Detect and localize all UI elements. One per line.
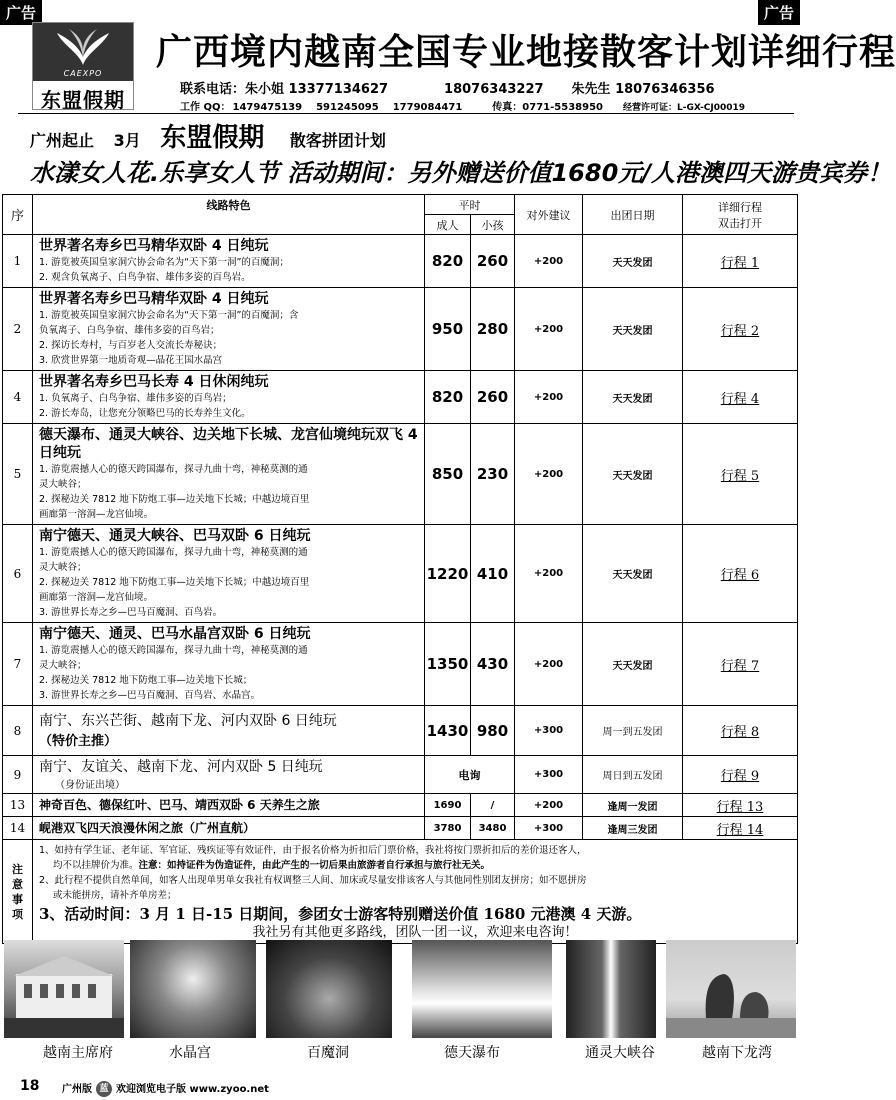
row-detail-link[interactable]: 行程 1 (683, 235, 798, 288)
row-date: 天天发团 (583, 235, 683, 288)
row-child-price: 410 (471, 525, 515, 623)
row-title: 南宁德天、通灵、巴马水晶宫双卧 6 日纯玩 (39, 626, 311, 642)
license: 经营许可证：L-GX-CJ00019 (623, 103, 746, 113)
row-route (33, 706, 425, 756)
row-title: 世界著名寿乡巴马长寿 4 日休闲纯玩 (39, 374, 269, 390)
row-adult-price: 1350 (425, 623, 471, 706)
row-desc-line: 负氧离子、白鸟争宿、雄伟多姿的百鸟岩； (39, 325, 220, 336)
photo-crystal-palace (130, 940, 256, 1038)
row-extra: +200 (515, 794, 583, 817)
karst-island-icon (666, 940, 796, 1038)
row-child-price: 260 (471, 371, 515, 424)
photo-tongling-canyon (566, 940, 656, 1038)
notes-label-3: 事 (12, 892, 23, 906)
subtitle-plan: 散客拼团计划 (289, 131, 386, 150)
row-extra: +200 (515, 235, 583, 288)
footer-badge: 蓝 (96, 1081, 112, 1097)
row-route (33, 371, 425, 424)
caption-1: 越南主席府 (43, 1045, 113, 1061)
row-child-price: 3480 (471, 817, 515, 840)
row-extra: +200 (515, 623, 583, 706)
header-price: 平时 (425, 195, 515, 215)
row-date: 周日到五发团 (583, 756, 683, 794)
row-desc-line: 2. 游长寿岛，让您充分领略巴马的长寿养生文化。 (39, 408, 251, 419)
row-date: 逢周一发团 (583, 794, 683, 817)
logo-emblem (33, 23, 133, 81)
row-desc-line: 画廊第一溶洞—龙宫仙境。 (39, 509, 154, 520)
row-child-price: 980 (471, 706, 515, 756)
footer-edition: 广州版 (62, 1084, 92, 1095)
row-desc-line: 3. 欣赏世界第一地质奇观—晶花王国水晶宫 (39, 355, 223, 366)
row-extra: +200 (515, 288, 583, 371)
header-no: 序 (3, 195, 33, 235)
row-extra: +200 (515, 371, 583, 424)
row-no: 2 (3, 288, 33, 371)
promo-banner: 水漾女人花.乐享女人节 活动期间：另外赠送价值1680元/人港澳四天游贵宾券！ (30, 159, 892, 187)
row-adult-price: 820 (425, 371, 471, 424)
table-row (3, 623, 798, 706)
row-extra: +300 (515, 817, 583, 840)
caption-3: 百魔洞 (307, 1045, 349, 1061)
row-detail-link[interactable]: 行程 13 (683, 794, 798, 817)
table-row (3, 794, 798, 817)
table-row (3, 525, 798, 623)
qq-1: 1479475139 (232, 102, 303, 113)
subtitle (30, 117, 386, 154)
row-desc-line: 2. 探秘边关 7812 地下防炮工事—边关地下长城；中越边境百里 (39, 577, 310, 588)
row-route (33, 623, 425, 706)
contact-1: 朱小姐 13377134627 (245, 82, 389, 97)
header-detail-1: 详细行程 (718, 200, 762, 214)
row-no: 5 (3, 424, 33, 525)
row-desc-line: 1. 游览震撼人心的德天跨国瀑布，探寻九曲十弯，神秘莫测的通 (39, 464, 308, 475)
row-adult-price: 1430 (425, 706, 471, 756)
photo-halong-bay (666, 940, 796, 1038)
row-date: 天天发团 (583, 623, 683, 706)
notes-label-1: 注 (12, 862, 23, 876)
caption-6: 越南下龙湾 (702, 1045, 772, 1061)
row-extra: +300 (515, 706, 583, 756)
row-title: 德天瀑布、通灵大峡谷、边关地下长城、龙宫仙境纯玩双飞 4 日纯玩 (39, 427, 418, 461)
contact-phones (180, 78, 743, 97)
subtitle-month: 3月 (113, 131, 141, 150)
row-desc-line: 灵大峡谷； (39, 660, 87, 671)
row-route (33, 756, 425, 794)
row-date: 天天发团 (583, 371, 683, 424)
row-route (33, 288, 425, 371)
row-desc-line: 1. 游览被英国皇家洞穴协会命名为“天下第一洞”的百魔洞；含 (39, 310, 299, 321)
table-row (3, 371, 798, 424)
row-date: 逢周三发团 (583, 817, 683, 840)
row-title: 南宁、友谊关、越南下龙、河内双卧 5 日纯玩 (39, 759, 323, 775)
page-footer (0, 1074, 800, 1100)
row-detail-link[interactable]: 行程 6 (683, 525, 798, 623)
row-desc-line: 灵大峡谷； (39, 479, 87, 490)
photo-presidential-palace (4, 940, 124, 1038)
photo-detian-falls (412, 940, 552, 1038)
subtitle-brand: 东盟假期 (160, 123, 265, 153)
contact-prefix: 联系电话： (180, 82, 246, 97)
row-detail-link[interactable]: 行程 5 (683, 424, 798, 525)
row-desc-line: 2. 探秘边关 7812 地下防炮工事—边关地下长城；中越边境百里 (39, 494, 310, 505)
row-route (33, 235, 425, 288)
note-1-cont (39, 858, 791, 873)
note-2a: 2、此行程不提供自然单间，如客人出现单男单女我社有权调整三人间、加床或尽量安排该客人与其他同性别团友拼房；如不愿拼房 (39, 875, 587, 886)
row-adult-price: 1690 (425, 794, 471, 817)
subtitle-origin: 广州起止 (30, 131, 95, 150)
row-date: 周一到五发团 (583, 706, 683, 756)
header-date: 出团日期 (583, 195, 683, 235)
table-row (3, 235, 798, 288)
row-adult-price: 850 (425, 424, 471, 525)
header-route: 线路特色 (33, 195, 425, 235)
table-row (3, 424, 798, 525)
notes-label (3, 840, 33, 944)
fax: 传真：0771-5538950 (492, 102, 603, 113)
row-no: 8 (3, 706, 33, 756)
row-route (33, 424, 425, 525)
row-title: 南宁德天、通灵大峡谷、巴马双卧 6 日纯玩 (39, 528, 311, 544)
row-desc-line: 画廊第一溶洞—龙宫仙境。 (39, 592, 154, 603)
row-no: 4 (3, 371, 33, 424)
qq-prefix: 工作 QQ： (180, 102, 231, 113)
table-row (3, 756, 798, 794)
qq-3: 1779084471 (392, 102, 463, 113)
row-detail-link[interactable]: 行程 2 (683, 288, 798, 371)
contact-3: 朱先生 18076346356 (571, 82, 715, 97)
table-row (3, 706, 798, 756)
row-price-merged: 电询 (425, 756, 515, 794)
row-title: 神奇百色、德保红叶、巴马、靖西双卧 6 天养生之旅 (39, 798, 320, 812)
note-2b: 或未能拼房，请补齐单房差； (53, 890, 177, 901)
page-number: 18 (20, 1078, 40, 1094)
notes-label-4: 项 (12, 907, 23, 921)
caption-5: 通灵大峡谷 (585, 1045, 655, 1061)
note-4: 我社另有其他更多路线，团队一团一议，欢迎来电咨询！ (252, 925, 578, 940)
note-1a: 1、如持有学生证、老年证、军官证、残疾证等有效证件，由于报名价格为折扣后门票价格，我社将按门票折扣后的差价退还客人， (39, 845, 587, 856)
row-extra: +300 (515, 756, 583, 794)
qq-fax-line (180, 98, 759, 113)
header-divider (18, 113, 794, 114)
row-no: 9 (3, 756, 33, 794)
row-child-price: / (471, 794, 515, 817)
row-desc-line: 灵大峡谷； (39, 562, 87, 573)
row-detail-link[interactable]: 行程 4 (683, 371, 798, 424)
row-detail-link[interactable]: 行程 8 (683, 706, 798, 756)
qq-2: 591245095 (316, 102, 379, 113)
note-1c: 注意：如持证件为伪造证件，由此产生的一切后果由旅游者自行承担与旅行社无关。 (138, 860, 491, 871)
row-adult-price: 820 (425, 235, 471, 288)
logo-flower-icon (55, 27, 111, 67)
company-logo (32, 22, 134, 110)
row-desc-line: 1. 游览被英国皇家洞穴协会命名为“天下第一洞”的百魔洞； (39, 257, 289, 268)
row-no: 7 (3, 623, 33, 706)
header-detail-2: 双击打开 (718, 216, 762, 230)
row-route (33, 525, 425, 623)
footer-text (62, 1080, 269, 1097)
row-date: 天天发团 (583, 288, 683, 371)
row-child-price: 230 (471, 424, 515, 525)
photo-gallery (4, 940, 796, 1065)
row-desc-line: 1. 游览震撼人心的德天跨国瀑布，探寻九曲十弯，神秘莫测的通 (39, 547, 308, 558)
row-title: 世界著名寿乡巴马精华双卧 4 日纯玩 (39, 238, 269, 254)
row-subtitle: （特价主推） (39, 734, 118, 749)
contact-2: 18076343227 (444, 82, 544, 97)
row-desc-line: 3. 游世界长寿之乡—巴马百魔洞、百鸟岩、水晶宫。 (39, 690, 261, 701)
photo-baimo-cave (266, 940, 392, 1038)
note-1b: 均不以挂牌价为准。 (53, 860, 139, 871)
row-title: 南宁、东兴芒街、越南下龙、河内双卧 6 日纯玩 (39, 713, 337, 729)
row-child-price: 260 (471, 235, 515, 288)
logo-name: 东盟假期 (41, 88, 125, 112)
ad-tag-right: 广告 (758, 0, 800, 25)
footer-site: 欢迎浏览电子版 www.zyoo.net (116, 1084, 269, 1095)
row-route (33, 817, 425, 840)
logo-expo-text: CAEXPO (63, 69, 103, 78)
row-no: 14 (3, 817, 33, 840)
row-title: 世界著名寿乡巴马精华双卧 4 日纯玩 (39, 291, 269, 307)
row-extra: +200 (515, 525, 583, 623)
row-route (33, 794, 425, 817)
row-no: 6 (3, 525, 33, 623)
row-no: 13 (3, 794, 33, 817)
caption-2: 水晶宫 (169, 1045, 211, 1061)
note-3: 3、活动时间：3 月 1 日-15 日期间，参团女士游客特别赠送价值 1680 元港澳 4 天游。 (39, 905, 642, 923)
row-date: 天天发团 (583, 424, 683, 525)
row-extra: +200 (515, 424, 583, 525)
notes-label-2: 意 (12, 877, 23, 891)
contact-line (180, 82, 416, 97)
row-adult-price: 950 (425, 288, 471, 371)
row-desc-line: 1. 游览震撼人心的德天跨国瀑布，探寻九曲十弯，神秘莫测的通 (39, 645, 308, 656)
row-desc-line: 2. 探秘边关 7812 地下防炮工事—边关地下长城； (39, 675, 253, 686)
header-adult: 成人 (425, 215, 471, 235)
row-desc-line: 2. 观含负氧离子、白鸟争宿、雄伟多姿的百鸟岩。 (39, 272, 251, 283)
row-title: 岘港双飞四天浪漫休闲之旅（广州直航） (39, 821, 256, 835)
header-child: 小孩 (471, 215, 515, 235)
row-adult-price: 3780 (425, 817, 471, 840)
row-adult-price: 1220 (425, 525, 471, 623)
row-detail-link[interactable]: 行程 9 (683, 756, 798, 794)
header-detail (683, 195, 798, 235)
row-desc-line: 3. 游世界长寿之乡—巴马百魔洞、百鸟岩。 (39, 607, 223, 618)
header-extra: 对外建议 (515, 195, 583, 235)
route-table (2, 194, 798, 944)
row-detail-link[interactable]: 行程 7 (683, 623, 798, 706)
row-child-price: 280 (471, 288, 515, 371)
row-subtitle: （身份证出境） (55, 780, 125, 791)
building-icon (4, 940, 124, 1038)
row-detail-link[interactable]: 行程 14 (683, 817, 798, 840)
page-title: 广西境内越南全国专业地接散客计划详细行程 (156, 31, 896, 73)
row-no: 1 (3, 235, 33, 288)
ad-tag-left: 广告 (0, 0, 42, 25)
table-row (3, 817, 798, 840)
row-desc-line: 2. 探访长寿村，与百岁老人交流长寿秘诀； (39, 340, 223, 351)
caption-4: 德天瀑布 (444, 1045, 500, 1061)
row-date: 天天发团 (583, 525, 683, 623)
table-row (3, 288, 798, 371)
row-desc-line: 1. 负氧离子、白鸟争宿、雄伟多姿的百鸟岩； (39, 393, 232, 404)
notes-body (33, 840, 798, 944)
row-child-price: 430 (471, 623, 515, 706)
